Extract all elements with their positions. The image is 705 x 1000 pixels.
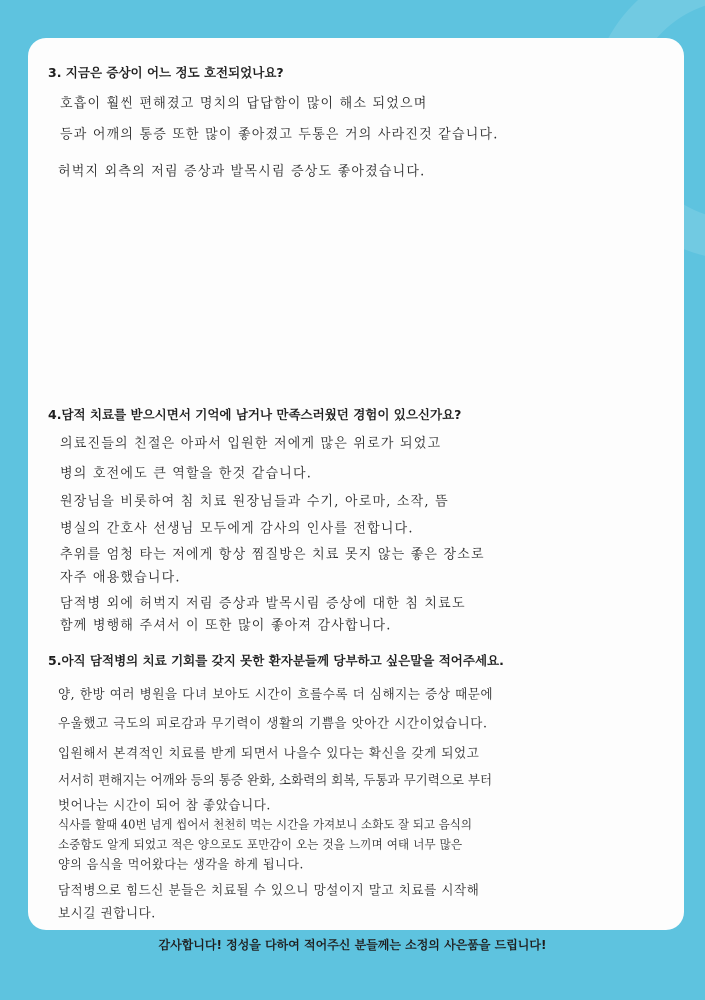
answer-4-line-4: 병실의 간호사 선생님 모두에게 감사의 인사를 전합니다. <box>60 521 414 537</box>
answer-4-line-2: 병의 호전에도 큰 역할을 한것 같습니다. <box>60 466 313 482</box>
answer-4-line-3: 원장님을 비롯하여 침 치료 원장님들과 수기, 아로마, 소작, 뜸 <box>60 494 449 510</box>
answer-5-line-2: 우울했고 극도의 피로감과 무기력이 생활의 기쁨을 앗아간 시간이었습니다. <box>58 715 488 731</box>
footer-thanks-message: 감사합니다! 정성을 다하여 적어주신 분들께는 소정의 사은품을 드립니다! <box>158 938 547 952</box>
answer-4-line-7: 담적병 외에 허벅지 저림 증상과 발목시림 증상에 대한 침 치료도 <box>60 596 466 612</box>
answer-4-line-6: 자주 애용했습니다. <box>60 570 181 586</box>
answer-4-line-8: 함께 병행해 주셔서 이 또한 많이 좋아져 감사합니다. <box>60 618 392 634</box>
answer-3-line-2: 등과 어깨의 통증 또한 많이 좋아졌고 두통은 거의 사라진것 같습니다. <box>60 127 499 143</box>
question-5-title: 5.아직 담적병의 치료 기회를 갖지 못한 환자분들께 당부하고 싶은말을 적어주세요. <box>48 653 504 668</box>
answer-4-line-1: 의료진들의 친절은 아파서 입원한 저에게 많은 위로가 되었고 <box>60 436 442 452</box>
answer-5-line-4: 서서히 편해지는 어깨와 등의 통증 완화, 소화력의 회복, 두통과 무기력으로 부터 <box>58 772 493 788</box>
answer-5-line-7: 소중함도 알게 되었고 적은 양으로도 포만감이 오는 것을 느끼며 여태 너무 많은 <box>58 837 463 852</box>
answer-3-line-1: 호흡이 훨씬 편해졌고 명치의 답답함이 많이 해소 되었으며 <box>60 96 428 112</box>
answer-5-line-6: 식사를 할때 40번 넘게 씹어서 천천히 먹는 시간을 가져보니 소화도 잘 되고 음식의 <box>58 817 472 832</box>
question-4-title: 4.담적 치료를 받으시면서 기억에 남거나 만족스러웠던 경험이 있으신가요? <box>48 407 462 422</box>
answer-4-line-5: 추위를 엄청 타는 저에게 항상 찜질방은 치료 못지 않는 좋은 장소로 <box>60 547 485 563</box>
question-3-title: 3. 지금은 증상이 어느 정도 호전되었나요? <box>48 65 284 80</box>
answer-5-line-1: 양, 한방 여러 병원을 다녀 보아도 시간이 흐를수록 더 심해지는 증상 때문에 <box>58 686 494 702</box>
answer-5-line-8: 양의 음식을 먹어왔다는 생각을 하게 됩니다. <box>58 857 304 872</box>
answer-5-line-5: 벗어나는 시간이 되어 참 좋았습니다. <box>58 797 271 813</box>
answer-5-line-10: 보시길 권합니다. <box>58 905 156 921</box>
answer-3-line-3: 허벅지 외측의 저림 증상과 발목시림 증상도 좋아졌습니다. <box>58 164 426 180</box>
answer-5-line-3: 입원해서 본격적인 치료를 받게 되면서 나을수 있다는 확신을 갖게 되었고 <box>58 745 480 761</box>
answer-5-line-9: 담적병으로 힘드신 분들은 치료될 수 있으니 망설이지 말고 치료를 시작해 <box>58 882 480 898</box>
